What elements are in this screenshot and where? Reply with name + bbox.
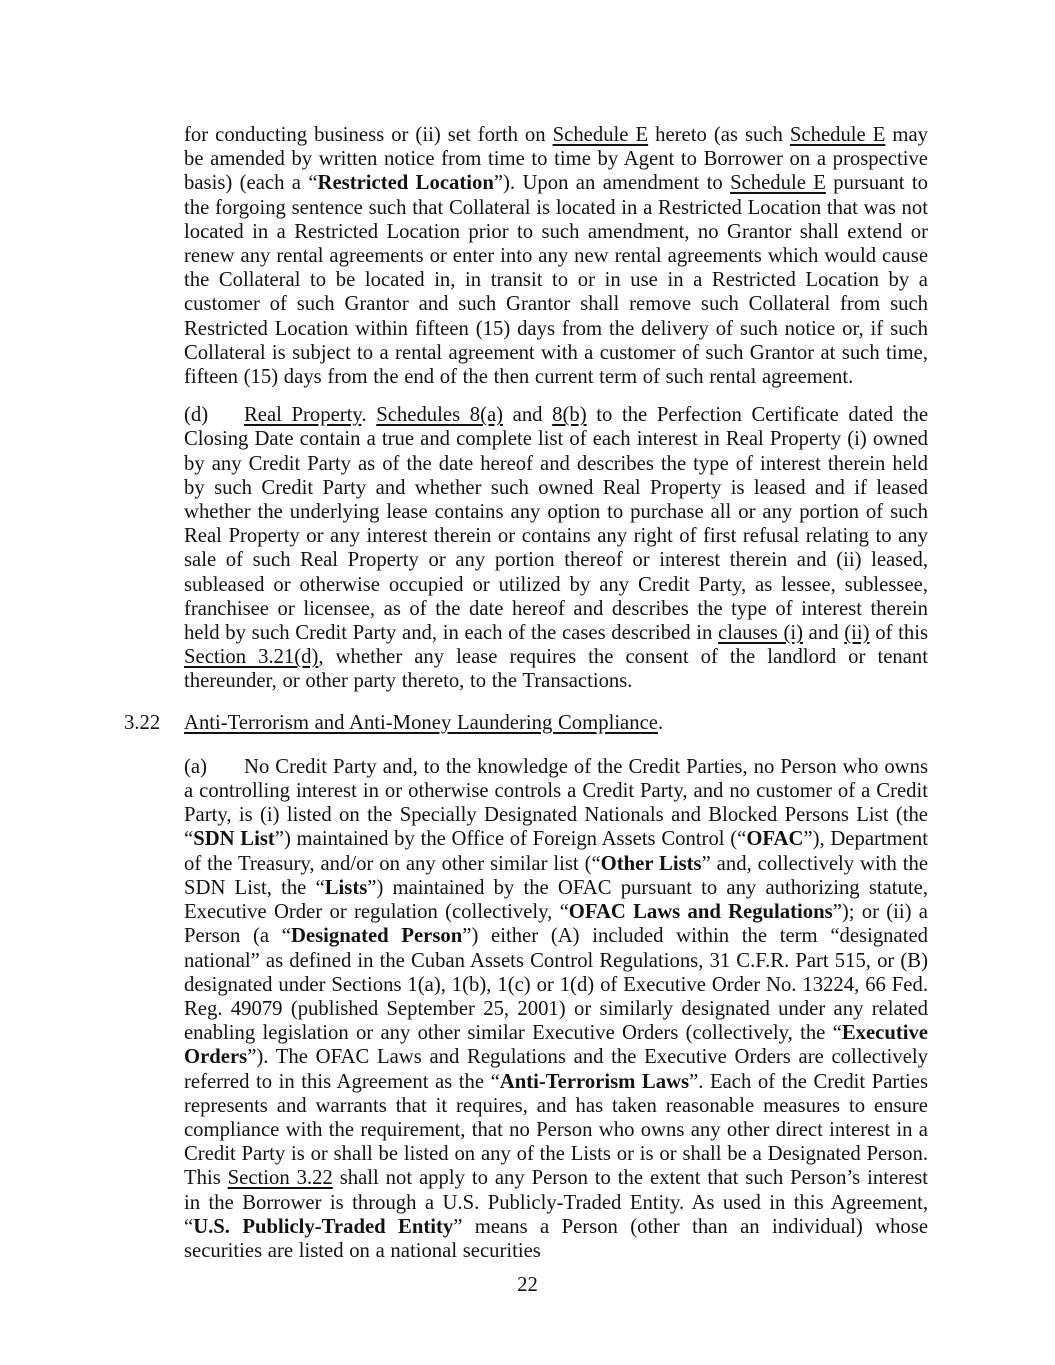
defined-term: OFAC — [746, 828, 804, 851]
paragraph-label-a: (a) — [184, 755, 207, 778]
paragraph-a-anti-terrorism — [184, 755, 928, 1263]
page-number: 22 — [517, 1274, 538, 1296]
text-run: may be amended by written notice from time to time by Agent to Borrower on a prospective basis) (each a “ — [184, 124, 929, 195]
underlined-reference: Section 3.21(d) — [184, 646, 319, 669]
text-run: for conducting business or (ii) set forth on — [184, 124, 553, 146]
text-run: ”) maintained by the Office of Foreign Assets Control (“ — [274, 828, 747, 851]
underlined-reference: Schedules 8(a) — [376, 404, 504, 427]
underlined-reference: clauses (i) — [718, 622, 803, 645]
defined-term: U.S. Publicly-Traded Entity — [193, 1215, 454, 1238]
underlined-reference: Section 3.22 — [227, 1167, 333, 1190]
text-run: and — [503, 404, 553, 427]
text-run: to the Perfection Certificate dated the Closing Date contain a true and complete list of each interest in Real Property (i) owned by any Credit Party as of the date hereof and describes the type of interest therein held by such Credit Party and whether such owned Real Property is leased and if leased whether the underlying lease contains any option to purchase all or any portion of such Real Property or any interest therein or contains any right of first refusal relating to any sale of such Real Property or any portion thereof or interest therein and (ii) leased, subleased or otherwise occupied or utilized by any Credit Party, as lessee, sublessee, franchisee or licensee, as of the date hereof and describes the type of interest therein held by such Credit Party and, in each of the cases described in — [184, 404, 929, 645]
underlined-reference: (ii) — [844, 622, 870, 645]
paragraph-restricted-location-continuation — [184, 123, 928, 389]
section-number: 3.22 — [124, 711, 161, 734]
text-run: ”); or (ii) a Person (a “ — [184, 901, 928, 948]
text-run: and — [802, 622, 845, 645]
section-title: Anti-Terrorism and Anti-Money Laundering Compliance — [184, 711, 658, 734]
text-run: shall not apply to any Person to the extent that such Person’s interest in the Borrower is through a U.S. Publicly-Traded Entity. As used in this Agreement, “ — [184, 1167, 928, 1238]
text-run: ” and, collectively with the SDN List, the “ — [184, 852, 929, 899]
document-body — [124, 123, 930, 1277]
paragraph-d-real-property — [184, 403, 928, 693]
text-run: ”) either (A) included within the term “designated national” as defined in the Cuban Assets Control Regulations, 31 C.F.R. Part 515, or (B) designated under Sections 1(a), 1(b), 1(c) or 1(d) of Executive Order No. 13224, 66 Fed. Reg. 49079 (published September 25, 2001) or similarly designated under any related enabling legislation or any other similar Executive Orders (collectively, the “ — [184, 925, 928, 1045]
defined-term: SDN List — [193, 828, 275, 851]
defined-term: Executive Orders — [184, 1022, 928, 1069]
text-run: of this — [869, 622, 929, 645]
text-run: ”). The OFAC Laws and Regulations and the Executive Orders are collectively referred to in this Agreement as the “ — [184, 1046, 928, 1093]
defined-term: Anti-Terrorism Laws — [499, 1070, 690, 1093]
underlined-reference: Schedule E — [789, 124, 886, 146]
text-run: ”. Each of the Credit Parties represents and warrants that it requires, and has taken reasonable measures to ensure compliance with the requirement, that no Person who owns any other direct interest in a Credit Party is or shall be listed on any of the Lists or is or shall be a Designated Person. This — [184, 1070, 929, 1190]
text-run: ”). Upon an amendment to — [493, 172, 731, 195]
text-run: ”), Department of the Treasury, and/or on any other similar list (“ — [184, 828, 929, 875]
underlined-reference: 8(b) — [552, 404, 587, 427]
defined-term: Restricted Location — [317, 172, 494, 195]
defined-term: Lists — [324, 876, 368, 899]
text-run: ”) maintained by the OFAC pursuant to any authorizing statute, Executive Order or regulation (collectively, “ — [184, 876, 928, 924]
defined-term: Other Lists — [600, 852, 702, 875]
defined-term: OFAC Laws and Regulations — [568, 901, 833, 924]
text-run: hereto (as such — [648, 124, 790, 146]
section-heading-3-22 — [124, 711, 930, 735]
underlined-reference: Real Property — [244, 404, 362, 427]
text-run: , whether any lease requires the consent of the landlord or tenant thereunder, or other party thereto, to the Transactions. — [184, 646, 928, 693]
text-run: . — [361, 404, 377, 427]
text-run: No Credit Party and, to the knowledge of the Credit Parties, no Person who owns a controlling interest in or otherwise controls a Credit Party, and no customer of a Credit Party, is (i) listed on the Specially Designated Nationals and Blocked Persons List (the “ — [184, 755, 928, 851]
underlined-reference: Schedule E — [730, 172, 826, 195]
underlined-reference: Schedule E — [552, 124, 649, 146]
text-run: ” means a Person (other than an individual) whose securities are listed on a national securities — [184, 1215, 929, 1262]
paragraph-label-d: (d) — [184, 404, 209, 427]
text-run: . — [657, 711, 664, 734]
defined-term: Designated Person — [290, 925, 463, 948]
text-run: pursuant to the forgoing sentence such that Collateral is located in a Restricted Location that was not located in a Restricted Location prior to such amendment, no Grantor shall extend or renew any rental agreements or enter into any new rental agreements which would cause the Collateral to be located in, in transit to or in use in a Restricted Location by a customer of such Grantor and such Grantor shall remove such Collateral from such Restricted Location within fifteen (15) days from the delivery of such notice or, if such Collateral is subject to a rental agreement with a customer of such Grantor at such time, fifteen (15) days from the end of the then current term of such rental agreement. — [184, 172, 928, 389]
